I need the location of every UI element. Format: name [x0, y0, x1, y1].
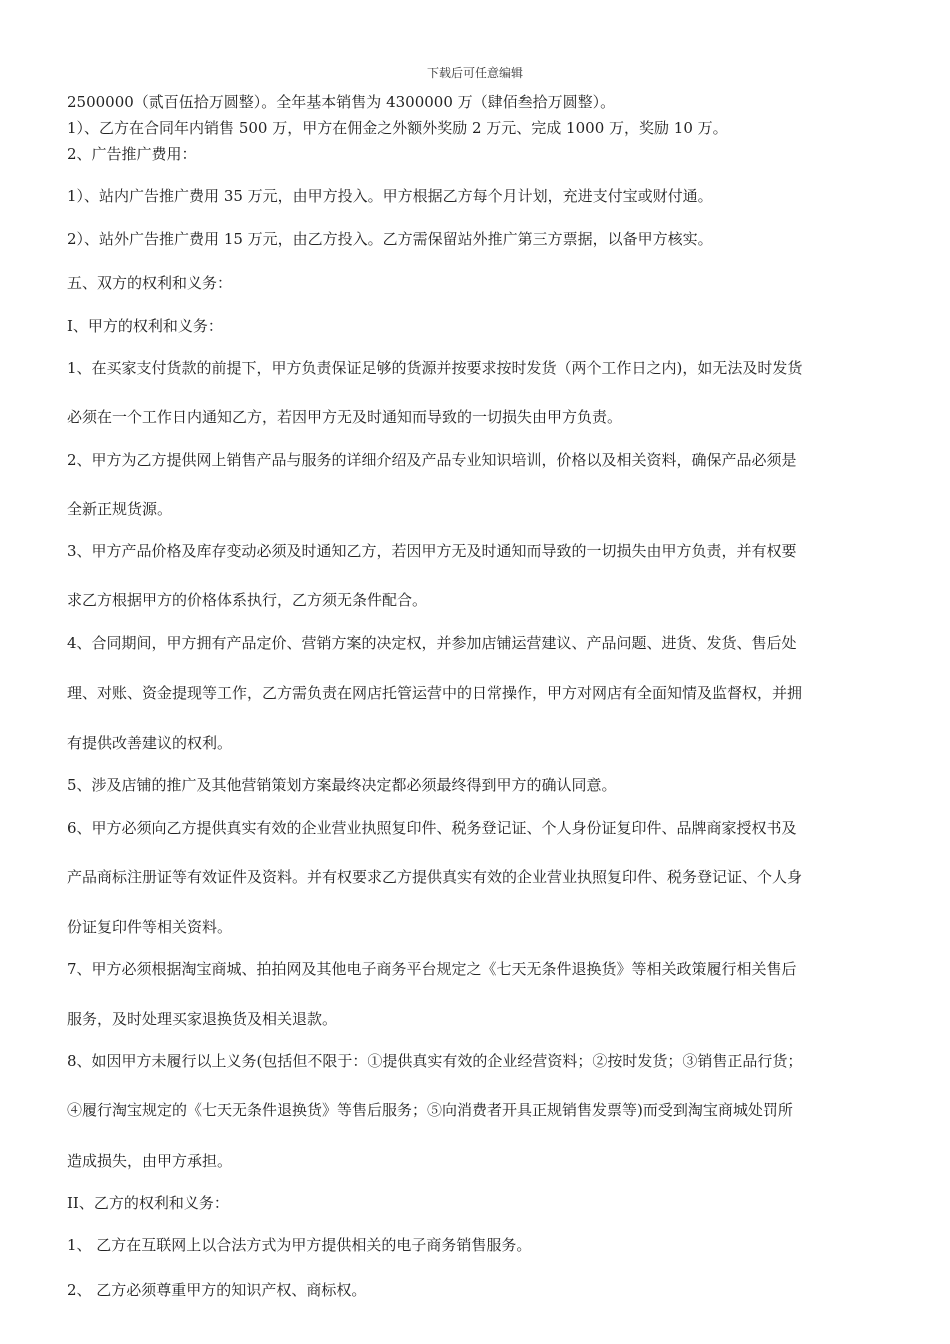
body-line: 1）、站内广告推广费用 35 万元，由甲方投入。甲方根据乙方每个月计划，充进支付宝或财付通。	[67, 187, 713, 205]
body-line: 8、如因甲方未履行以上义务(包括但不限于：①提供真实有效的企业经营资料；②按时发货；③销售正品行货；	[67, 1052, 803, 1070]
body-line: 2500000（贰百伍拾万圆整）。全年基本销售为 4300000 万（肆佰叁拾万圆整）。	[67, 93, 616, 111]
body-line: 份证复印件等相关资料。	[67, 918, 233, 936]
subsection-heading: I、甲方的权利和义务：	[67, 317, 223, 335]
body-line: 6、甲方必须向乙方提供真实有效的企业营业执照复印件、税务登记证、个人身份证复印件、品牌商家授权书及	[67, 819, 797, 837]
body-line: 全新正规货源。	[67, 500, 173, 518]
body-line: 1、 乙方在互联网上以合法方式为甲方提供相关的电子商务销售服务。	[67, 1236, 532, 1254]
body-line: 理、对账、资金提现等工作，乙方需负责在网店托管运营中的日常操作，甲方对网店有全面知情及监督权，并拥	[67, 684, 803, 702]
body-line: 1）、乙方在合同年内销售 500 万，甲方在佣金之外额外奖励 2 万元、完成 1000 万，奖励 10 万。	[67, 119, 728, 137]
body-line: 2）、站外广告推广费用 15 万元，由乙方投入。乙方需保留站外推广第三方票据，以备甲方核实。	[67, 230, 713, 248]
subsection-heading: II、乙方的权利和义务：	[67, 1194, 229, 1212]
body-line: 造成损失，由甲方承担。	[67, 1152, 233, 1170]
body-line: 必须在一个工作日内通知乙方，若因甲方无及时通知而导致的一切损失由甲方负责。	[67, 408, 623, 426]
body-line: 5、涉及店铺的推广及其他营销策划方案最终决定都必须最终得到甲方的确认同意。	[67, 776, 617, 794]
body-line: 服务，及时处理买家退换货及相关退款。	[67, 1010, 338, 1028]
section-heading: 五、双方的权利和义务：	[67, 274, 233, 292]
body-line: 2、 乙方必须尊重甲方的知识产权、商标权。	[67, 1281, 367, 1299]
body-line: 7、甲方必须根据淘宝商城、拍拍网及其他电子商务平台规定之《七天无条件退换货》等相关政策履行相关售后	[67, 960, 797, 978]
body-line: 1、在买家支付货款的前提下，甲方负责保证足够的货源并按要求按时发货（两个工作日之内)，如无法及时发货	[67, 359, 803, 377]
body-line: 产品商标注册证等有效证件及资料。并有权要求乙方提供真实有效的企业营业执照复印件、税务登记证、个人身	[67, 868, 803, 886]
body-line: 求乙方根据甲方的价格体系执行，乙方须无条件配合。	[67, 591, 428, 609]
body-line: 3、甲方产品价格及库存变动必须及时通知乙方，若因甲方无及时通知而导致的一切损失由甲方负责，并有权要	[67, 542, 797, 560]
body-line: 4、合同期间，甲方拥有产品定价、营销方案的决定权，并参加店铺运营建议、产品问题、进货、发货、售后处	[67, 634, 797, 652]
body-line: 2、广告推广费用：	[67, 145, 197, 163]
body-line: ④履行淘宝规定的《七天无条件退换货》等售后服务；⑤向消费者开具正规销售发票等)而受到淘宝商城处罚所	[67, 1101, 793, 1119]
body-line: 2、甲方为乙方提供网上销售产品与服务的详细介绍及产品专业知识培训，价格以及相关资料，确保产品必须是	[67, 451, 797, 469]
page-header: 下载后可任意编辑	[426, 66, 523, 80]
body-line: 有提供改善建议的权利。	[67, 734, 233, 752]
